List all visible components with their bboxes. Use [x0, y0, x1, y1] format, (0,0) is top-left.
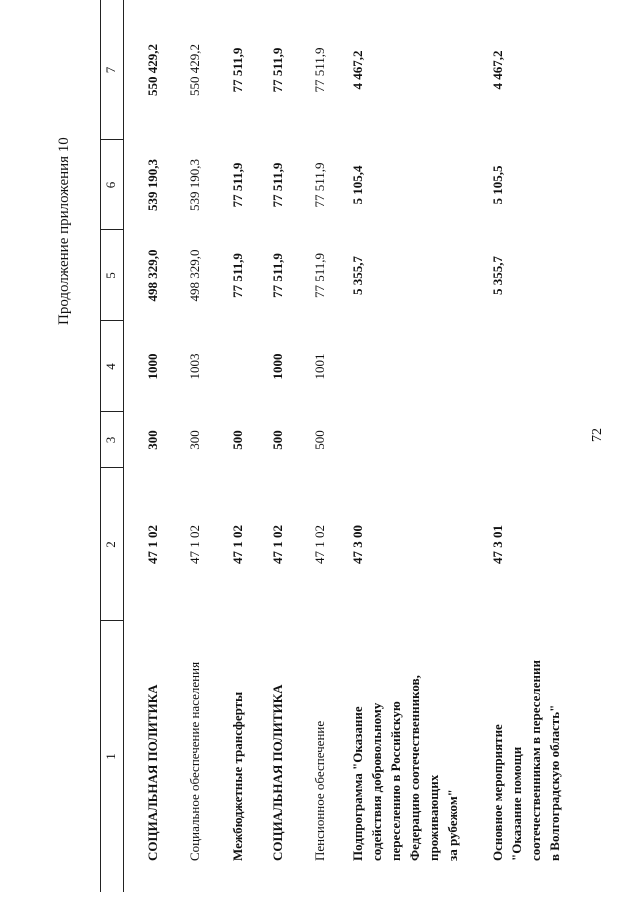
row-1-code: 47 1 02 — [145, 525, 160, 564]
row-2-c5: 498 329,0 — [187, 249, 202, 302]
row-3-code: 47 1 02 — [230, 525, 245, 564]
row-4-c5: 77 511,9 — [270, 253, 285, 298]
row-6-name-line: переселению в Российскую — [388, 701, 403, 861]
row-5-c6: 77 511,9 — [312, 162, 327, 208]
row-4-c7: 77 511,9 — [270, 47, 285, 93]
row-1-c3: 300 — [145, 430, 160, 450]
header-col-6: 6 — [103, 181, 118, 189]
row-6-code: 47 3 00 — [350, 525, 365, 564]
row-7-c6: 5 105,5 — [490, 165, 505, 205]
row-7-name-line: "Оказание помощи — [509, 746, 524, 861]
page-number: 72 — [590, 428, 605, 442]
row-3-c3: 500 — [230, 430, 245, 450]
row-2-c6: 539 190,3 — [187, 159, 202, 211]
header-col-7: 7 — [103, 66, 118, 74]
row-6-name — [348, 621, 462, 861]
header-col-3: 3 — [103, 436, 118, 444]
row-3-c6: 77 511,9 — [230, 162, 245, 208]
row-1-c4: 1000 — [145, 353, 160, 380]
row-3-name: Межбюджетные трансферты — [230, 691, 245, 861]
header-col-1: 1 — [103, 753, 118, 760]
header-col-5: 5 — [103, 272, 118, 279]
row-3-c7: 77 511,9 — [230, 47, 245, 93]
row-4-code: 47 1 02 — [270, 525, 285, 564]
row-7-name-line: в Волгоградскую область" — [547, 704, 562, 861]
row-7-c5: 5 355,7 — [490, 256, 505, 295]
row-5-name: Пенсионное обеспечение — [312, 720, 327, 861]
row-1-c7: 550 429,2 — [145, 44, 160, 96]
row-1-c5: 498 329,0 — [145, 249, 160, 302]
row-6-name-line: за рубежом" — [445, 789, 460, 861]
row-2-c7: 550 429,2 — [187, 44, 202, 96]
row-6-name-line: Федерацию соотечественников, — [407, 675, 422, 861]
row-6-c7: 4 467,2 — [350, 50, 365, 90]
table-header-rule — [123, 0, 124, 892]
header-col-4: 4 — [103, 363, 118, 370]
row-5-c4: 1001 — [312, 353, 327, 380]
row-1-c6: 539 190,3 — [145, 159, 160, 211]
row-7-name — [488, 621, 564, 861]
row-4-c3: 500 — [270, 430, 285, 450]
subtitle: Продолжение приложения 10 — [56, 137, 72, 325]
table-top-rule — [100, 0, 101, 892]
row-7-code: 47 3 01 — [490, 525, 505, 564]
row-6-c5: 5 355,7 — [350, 256, 365, 295]
row-1-name: СОЦИАЛЬНАЯ ПОЛИТИКА — [145, 684, 160, 861]
row-6-c6: 5 105,4 — [350, 165, 365, 205]
row-5-code: 47 1 02 — [312, 525, 327, 564]
row-6-name-line: содействия добровольному — [369, 702, 384, 861]
row-6-name-line: проживающих — [426, 774, 441, 861]
row-2-name: Социальное обеспечение населения — [187, 661, 202, 861]
row-4-c4: 1000 — [270, 353, 285, 380]
row-7-c7: 4 467,2 — [490, 50, 505, 90]
row-2-code: 47 1 02 — [187, 525, 202, 564]
row-5-c5: 77 511,9 — [312, 252, 327, 299]
row-3-c5: 77 511,9 — [230, 253, 245, 298]
header-col-2: 2 — [103, 541, 118, 548]
row-4-name: СОЦИАЛЬНАЯ ПОЛИТИКА — [270, 684, 285, 861]
row-6-name-line: Подпрограмма "Оказание — [350, 706, 365, 861]
row-2-c3: 300 — [187, 430, 202, 450]
row-5-c7: 77 511,9 — [312, 47, 327, 93]
row-7-name-line: соотечественникам в переселении — [528, 660, 543, 861]
row-4-c6: 77 511,9 — [270, 162, 285, 208]
row-7-name-line: Основное мероприятие — [490, 724, 505, 861]
row-5-c3: 500 — [312, 430, 327, 450]
row-2-c4: 1003 — [187, 353, 202, 380]
